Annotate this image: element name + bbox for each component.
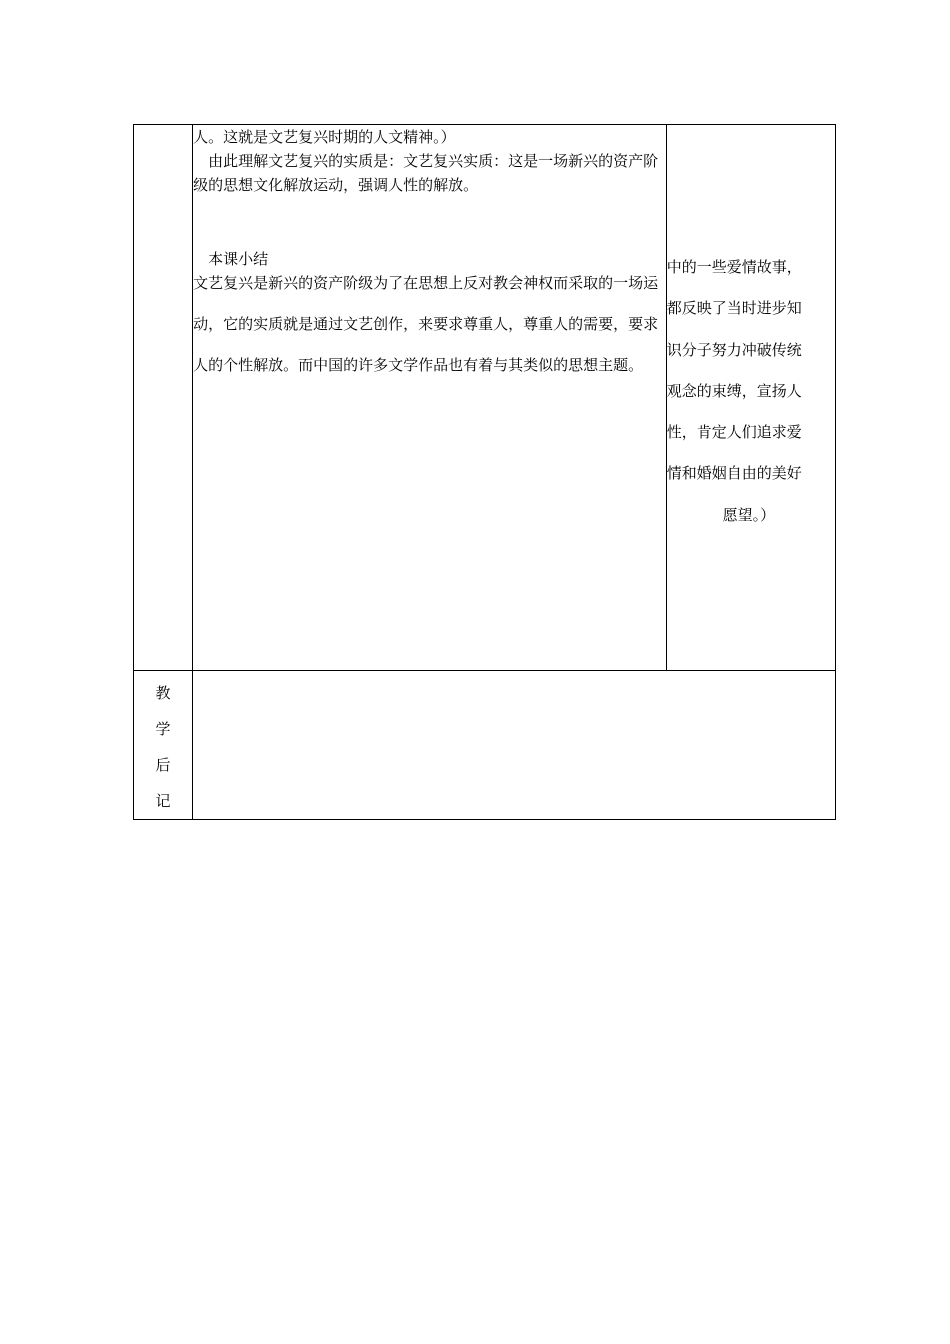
side-line: 情和婚姻自由的美好 [666,464,802,483]
teaching-notes-label-cell [134,671,193,820]
empty-label-cell [134,125,193,671]
teaching-notes-content-cell[interactable] [193,671,836,820]
side-line: 识分子努力冲破传统 [666,340,802,359]
humanism-conclusion-line: 人。这就是文艺复兴时期的人文精神。） [193,128,456,146]
essence-paragraph: 由此理解文艺复兴的实质是：文艺复兴实质：这是一场新兴的资产阶级的思想文化解放运动，强调人性的解放。 [193,152,659,194]
side-line: 中的一些爱情故事， [666,258,802,276]
label-char: 后 [155,756,171,774]
side-notes-cell [666,125,835,671]
side-line: 愿望。） [722,505,776,524]
side-line: 都反映了当时进步知 [666,299,802,318]
side-notes-text [667,247,835,536]
label-char: 记 [155,792,171,810]
teaching-notes-row [134,671,836,820]
lesson-plan-table [133,124,836,820]
summary-paragraph: 文艺复兴是新兴的资产阶级为了在思想上反对教会神权而采取的一场运动，它的实质就是通过文艺创作，来要求尊重人，尊重人的需要，要求人的个性解放。而中国的许多文学作品也有着与其类似的思想主题。 [193,274,659,374]
main-content-cell [193,125,667,671]
summary-heading: 本课小结 [208,250,269,268]
teaching-notes-label [134,671,192,819]
side-line: 观念的束缚，宣扬人 [666,381,802,400]
spacer [193,197,666,247]
label-char: 教 [155,684,171,702]
side-line: 性，肯定人们追求爱 [666,423,802,442]
label-char: 学 [155,720,171,738]
lesson-content-row [134,125,836,671]
